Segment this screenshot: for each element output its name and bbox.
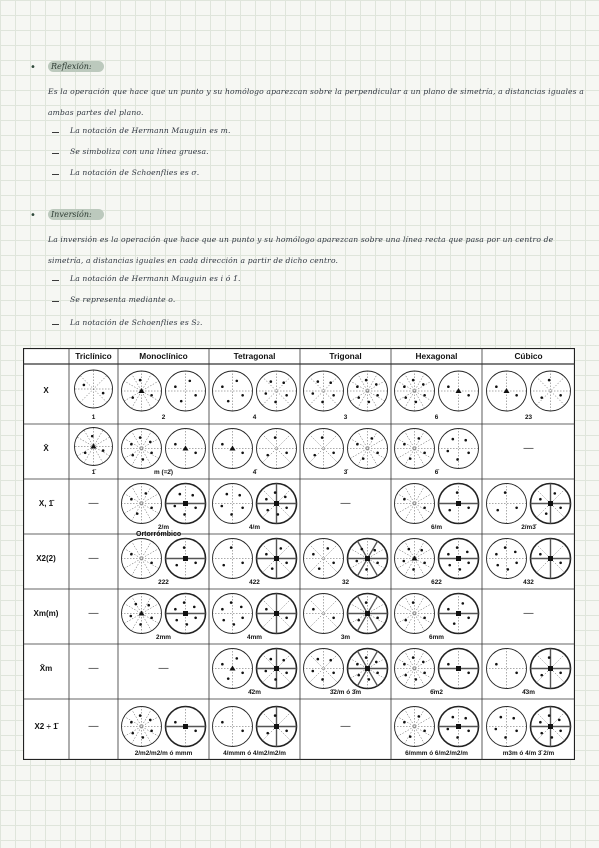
stereogram (439, 371, 479, 411)
cell-label: 2/m3̄ (521, 524, 536, 531)
inversion-point-3: La notación de Schoenflies es S₂. (70, 318, 203, 327)
cell-label: 2 (161, 414, 166, 421)
stereogram (213, 484, 253, 524)
empty-cell-dash: — (88, 607, 99, 619)
stereogram (531, 649, 571, 689)
dash-icon (52, 174, 59, 175)
column-header: Cúbico (514, 351, 543, 361)
stereogram (122, 594, 162, 634)
cell-label: 3̄ (343, 469, 348, 476)
stereogram (166, 539, 206, 579)
stereogram (75, 370, 113, 408)
reflexion-point-3: La notación de Schoenflies es σ. (70, 168, 199, 177)
row-header: X2(2) (36, 553, 56, 563)
stereogram (348, 371, 388, 411)
inversion-title: Inversión: (48, 209, 104, 220)
stereogram (257, 429, 297, 469)
stereogram (487, 707, 527, 747)
inversion-section (30, 208, 585, 327)
empty-cell-dash: — (88, 552, 99, 564)
row-header: Xm(m) (33, 608, 59, 618)
cell-label: 4 (252, 414, 257, 421)
stereogram (122, 371, 162, 411)
stereogram (439, 484, 479, 524)
stereogram (75, 428, 113, 466)
row-header: X̄m (39, 663, 53, 673)
bullet-icon: • (30, 62, 36, 73)
cell-label: 222 (158, 579, 169, 586)
stereogram (439, 707, 479, 747)
cell-label: m3m ó 4/m 3̄ 2/m (502, 750, 555, 757)
reflexion-header (30, 60, 585, 76)
cell-label: 6/mmm ó 6/m2/m2/m (405, 750, 468, 757)
reflexion-title: Reflexión: (48, 61, 104, 72)
ortho-label: Ortorrómbico (136, 531, 182, 538)
stereogram (213, 429, 253, 469)
stereogram (531, 371, 571, 411)
cell-label: 6 (434, 414, 439, 421)
stereogram (348, 594, 388, 634)
cell-label: 32 (341, 579, 350, 586)
stereogram (304, 649, 344, 689)
stereogram (531, 484, 571, 524)
reflexion-text-1: Es la operación que hace que un punto y su homólogo aparezcan sobre la perpendicular a un plano de simetría, a distancias iguales a (48, 87, 584, 96)
stereogram (531, 707, 571, 747)
cell-label: 4/mmm ó 4/m2/m2/m (223, 750, 286, 757)
empty-cell-dash: — (340, 497, 351, 509)
stereogram (122, 429, 162, 469)
row-header: X (43, 386, 49, 395)
stereogram (166, 484, 206, 524)
dash-icon (52, 280, 59, 281)
stereogram (439, 649, 479, 689)
stereogram (395, 371, 435, 411)
cell-label: 2/m2/m2/m ó mmm (134, 750, 193, 757)
stereogram (166, 594, 206, 634)
cell-label: 422 (249, 579, 260, 586)
stereogram (304, 371, 344, 411)
empty-cell-dash: — (88, 662, 99, 674)
inversion-header (30, 208, 585, 224)
stereogram (166, 429, 206, 469)
cell-label: 3̄2/m ó 3̄m (329, 689, 362, 696)
column-header: Hexagonal (415, 351, 458, 361)
cell-label: 1̄ (91, 469, 96, 476)
dash-icon (52, 324, 59, 325)
cell-label: 6mm (429, 634, 444, 641)
empty-cell-dash: — (88, 497, 99, 509)
dash-icon (52, 301, 59, 302)
stereogram (213, 594, 253, 634)
stereogram (348, 649, 388, 689)
cell-label: 4̄3m (522, 689, 535, 696)
cell-label: 4̄ (252, 469, 257, 476)
stereogram (304, 594, 344, 634)
cell-label: 6̄m2 (430, 689, 443, 696)
stereogram (257, 539, 297, 579)
stereogram-grid (23, 348, 575, 760)
column-header: Trigonal (329, 351, 362, 361)
stereogram (395, 539, 435, 579)
cell-label: 4/m (248, 524, 260, 531)
stereogram (213, 707, 253, 747)
stereogram (395, 429, 435, 469)
cell-label: 4mm (247, 634, 262, 641)
stereogram (487, 371, 527, 411)
stereogram (531, 539, 571, 579)
column-header: Monoclínico (139, 351, 188, 361)
stereogram (487, 484, 527, 524)
stereogram (213, 371, 253, 411)
column-header: Tetragonal (233, 351, 276, 361)
stereogram (439, 429, 479, 469)
stereogram (487, 539, 527, 579)
cell-label: 3m (340, 634, 351, 641)
bullet-icon: • (30, 210, 36, 221)
cell-label: 622 (431, 579, 442, 586)
stereogram (122, 539, 162, 579)
stereogram (122, 484, 162, 524)
cell-label: 2mm (156, 634, 171, 641)
stereogram (439, 539, 479, 579)
cell-label: m (=2̄) (153, 469, 173, 476)
stereogram (348, 429, 388, 469)
cell-label: 3 (343, 414, 348, 421)
empty-cell-dash: — (158, 662, 169, 674)
stereogram (257, 371, 297, 411)
stereogram (166, 371, 206, 411)
row-header: X̄ (43, 443, 49, 453)
cell-label: 4̄2m (248, 689, 261, 696)
row-header: X, 1̄ (38, 498, 54, 508)
inversion-text-2: simetría, a distancias iguales en cada dirección a partir de dicho centro. (48, 256, 339, 265)
stereogram (348, 539, 388, 579)
stereogram (395, 649, 435, 689)
cell-label: 23 (524, 414, 533, 421)
cell-label: 1 (91, 414, 96, 421)
inversion-text-1: La inversión es la operación que hace que un punto y su homólogo aparezcan sobre una línea recta que pasa por un centro de (48, 235, 554, 244)
empty-cell-dash: — (523, 442, 534, 454)
stereogram (257, 484, 297, 524)
stereogram (166, 707, 206, 747)
reflexion-section (30, 60, 585, 177)
empty-cell-dash: — (340, 720, 351, 732)
row-header: X2 ÷ 1̄ (34, 721, 58, 731)
inversion-point-2: Se representa mediante o. (70, 295, 175, 304)
dash-icon (52, 132, 59, 133)
stereogram (304, 429, 344, 469)
reflexion-text-2: ambas partes del plano. (48, 108, 144, 117)
stereogram (395, 594, 435, 634)
stereogram (395, 484, 435, 524)
stereogram (213, 649, 253, 689)
reflexion-point-1: La notación de Hermann Mauguin es m. (70, 126, 231, 135)
dash-icon (52, 153, 59, 154)
reflexion-point-2: Se simboliza con una línea gruesa. (70, 147, 209, 156)
stereogram (304, 539, 344, 579)
cell-label: 6/m (430, 524, 442, 531)
empty-cell-dash: — (88, 720, 99, 732)
stereogram (395, 707, 435, 747)
stereogram (122, 707, 162, 747)
stereogram (257, 707, 297, 747)
cell-label: 2/m (157, 524, 169, 531)
inversion-point-1: La notación de Hermann Mauguin es i ó 1̄. (70, 274, 241, 283)
stereogram (213, 539, 253, 579)
empty-cell-dash: — (523, 607, 534, 619)
stereogram (439, 594, 479, 634)
symmetry-table (23, 348, 575, 760)
stereogram (257, 649, 297, 689)
column-header: Triclínico (75, 351, 112, 361)
stereogram (487, 649, 527, 689)
cell-label: 432 (523, 579, 534, 586)
cell-label: 6̄ (434, 469, 439, 476)
stereogram (257, 594, 297, 634)
